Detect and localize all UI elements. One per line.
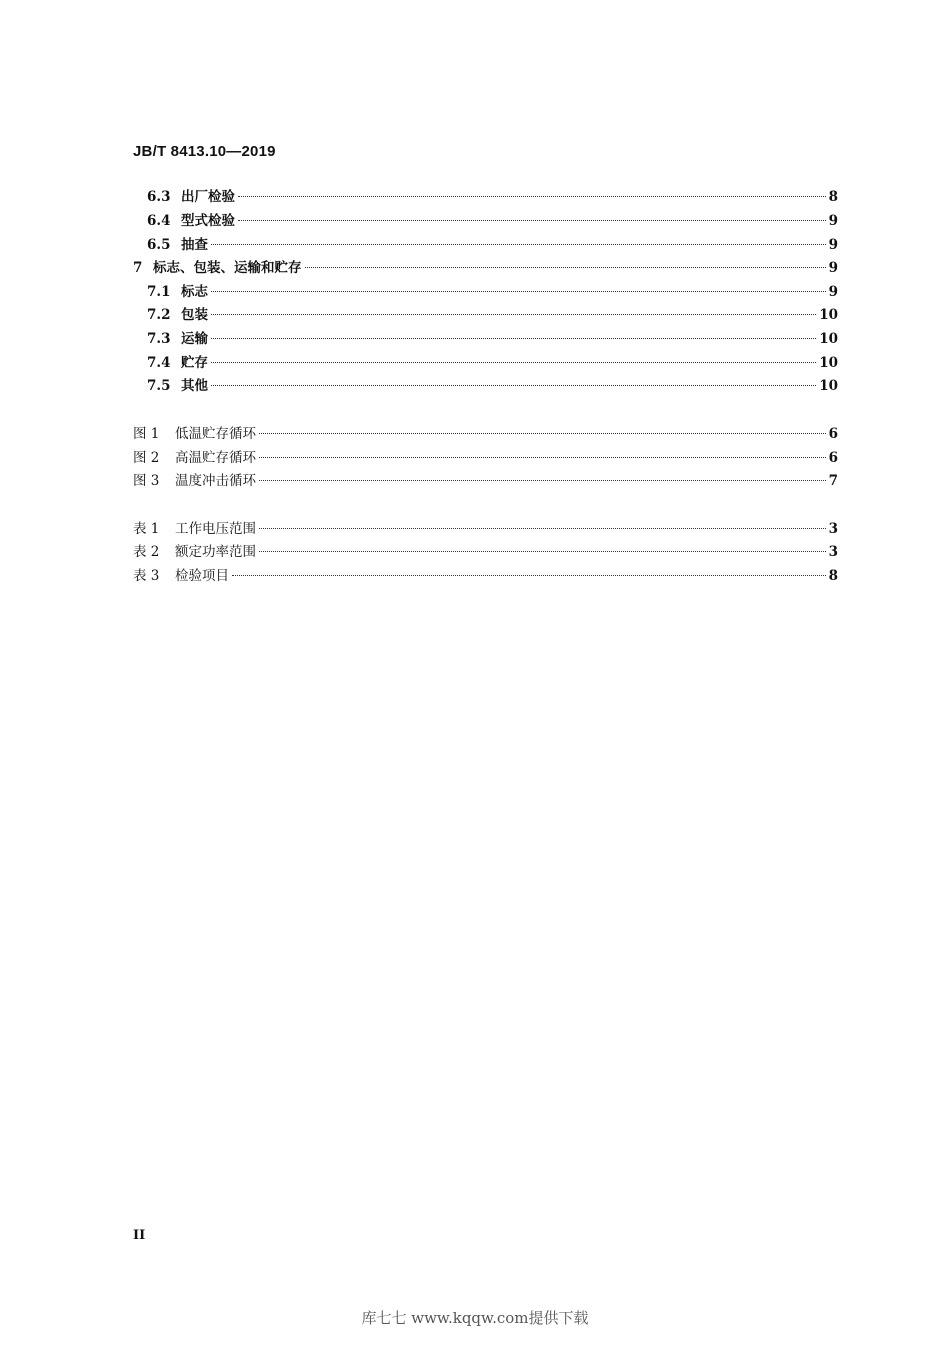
toc-leader xyxy=(232,575,826,576)
toc-number: 表 3 xyxy=(133,568,160,584)
toc-entry-6-3[interactable] xyxy=(147,187,838,207)
toc-title: 额定功率范围 xyxy=(175,544,256,560)
toc-entry-6-5[interactable] xyxy=(147,235,838,255)
toc-number: 表 2 xyxy=(133,544,160,560)
toc-title: 温度冲击循环 xyxy=(175,473,256,489)
toc-title: 贮存 xyxy=(181,355,208,371)
toc-leader xyxy=(211,385,816,386)
toc-entry-7-3[interactable] xyxy=(147,329,838,349)
toc-title: 检验项目 xyxy=(175,568,229,584)
toc-number: 图 3 xyxy=(133,473,160,489)
toc-page: 9 xyxy=(828,237,838,253)
toc-table-2[interactable] xyxy=(133,542,838,562)
toc-number: 表 1 xyxy=(133,521,160,537)
toc-page: 7 xyxy=(828,473,838,489)
toc-table-1[interactable] xyxy=(133,519,838,539)
toc-page: 3 xyxy=(828,544,838,560)
footer-watermark-text: 库七七 www.kqqw.com提供下载 xyxy=(361,1309,589,1327)
toc-page: 6 xyxy=(828,426,838,442)
toc-title: 运输 xyxy=(181,331,208,347)
toc-number: 7.4 xyxy=(147,355,171,371)
toc-title: 标志 xyxy=(181,284,208,300)
toc-leader xyxy=(259,433,826,434)
toc-leader xyxy=(211,362,816,363)
toc-number: 7.2 xyxy=(147,307,171,323)
toc-page: 8 xyxy=(828,189,838,205)
toc-leader xyxy=(211,291,826,292)
toc-leader xyxy=(238,220,826,221)
toc-page: 9 xyxy=(828,260,838,276)
toc-leader xyxy=(211,314,816,315)
toc-leader xyxy=(211,338,816,339)
toc-number: 6.4 xyxy=(147,213,171,229)
toc-title: 抽查 xyxy=(181,237,208,253)
toc-leader xyxy=(259,457,826,458)
toc-entry-7-1[interactable] xyxy=(147,282,838,302)
toc-leader xyxy=(259,551,826,552)
document-header: JB/T 8413.10—2019 xyxy=(133,143,276,160)
toc-page: 10 xyxy=(819,378,838,394)
toc-title: 高温贮存循环 xyxy=(175,450,256,466)
toc-page: 8 xyxy=(828,568,838,584)
toc-figure-3[interactable] xyxy=(133,471,838,491)
toc-title: 其他 xyxy=(181,378,208,394)
toc-number: 6.5 xyxy=(147,237,171,253)
toc-page: 10 xyxy=(819,307,838,323)
toc-page: 3 xyxy=(828,521,838,537)
toc-leader xyxy=(259,528,826,529)
toc-leader xyxy=(238,196,826,197)
toc-leader xyxy=(305,267,826,268)
toc-title: 标志、包装、运输和贮存 xyxy=(153,260,302,276)
toc-number: 图 2 xyxy=(133,450,160,466)
toc-number: 7.1 xyxy=(147,284,171,300)
toc-title: 型式检验 xyxy=(181,213,235,229)
toc-table-3[interactable] xyxy=(133,566,838,586)
toc-entry-6-4[interactable] xyxy=(147,211,838,231)
toc-page: 9 xyxy=(828,213,838,229)
toc-leader xyxy=(211,244,826,245)
toc-figure-2[interactable] xyxy=(133,448,838,468)
toc-page: 10 xyxy=(819,355,838,371)
toc-entry-7-5[interactable] xyxy=(147,376,838,396)
toc-page: 6 xyxy=(828,450,838,466)
toc-number: 7 xyxy=(133,260,143,276)
toc-entry-7[interactable] xyxy=(133,258,838,278)
toc-figure-1[interactable] xyxy=(133,424,838,444)
toc-number: 7.5 xyxy=(147,378,171,394)
toc-page: 9 xyxy=(828,284,838,300)
toc-page: 10 xyxy=(819,331,838,347)
toc-title: 包装 xyxy=(181,307,208,323)
toc-title: 工作电压范围 xyxy=(175,521,256,537)
toc-number: 7.3 xyxy=(147,331,171,347)
toc-number: 图 1 xyxy=(133,426,160,442)
toc-title: 出厂检验 xyxy=(181,189,235,205)
toc-entry-7-2[interactable] xyxy=(147,305,838,325)
toc-number: 6.3 xyxy=(147,189,171,205)
page-number: II xyxy=(133,1228,146,1243)
toc-title: 低温贮存循环 xyxy=(175,426,256,442)
toc-leader xyxy=(259,480,826,481)
toc-entry-7-4[interactable] xyxy=(147,353,838,373)
